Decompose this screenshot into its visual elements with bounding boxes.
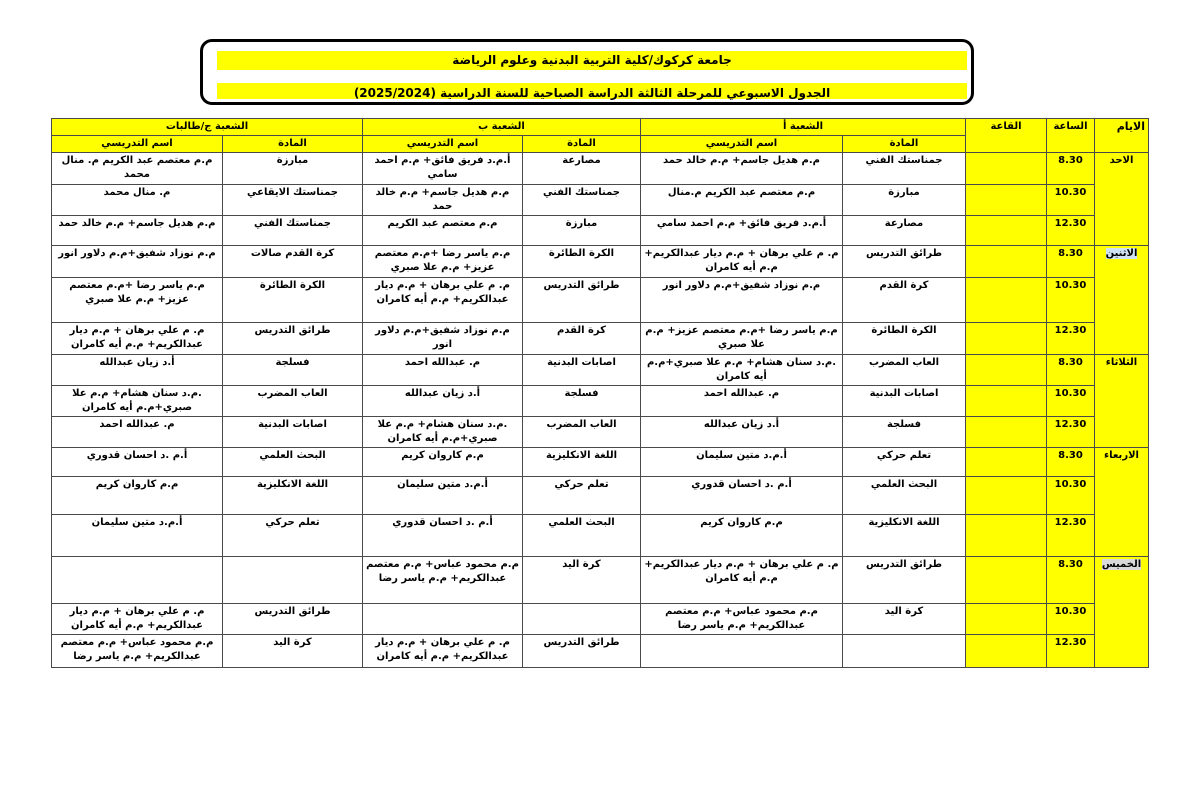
time-cell: 12.30	[1047, 417, 1095, 448]
section-c-teacher-cell	[52, 417, 223, 448]
section-b-header: الشعبة ب	[363, 119, 641, 136]
cell-text: م.م كاروان كريم	[700, 517, 783, 528]
cell-text: أ.م .د احسان قدوري	[691, 479, 792, 490]
cell-text: أ.د زيان عبدالله	[703, 419, 780, 430]
section-a-teacher-cell	[641, 515, 843, 557]
room-cell	[966, 515, 1047, 557]
room-cell	[966, 278, 1047, 323]
section-a-teacher-cell	[641, 185, 843, 216]
schedule-row	[52, 216, 1149, 246]
section-a-teacher-cell	[641, 635, 843, 668]
section-a-teacher-cell	[641, 323, 843, 355]
schedule-row	[52, 635, 1149, 668]
cell-text: م.م كاروان كريم	[95, 479, 179, 490]
section-b-teacher-cell	[363, 635, 523, 668]
cell-text: .م.د سنان هشام+ م.م علا صبري+م.م أيه كامران	[377, 419, 508, 444]
room-cell	[966, 153, 1047, 185]
section-b-subject-cell	[523, 216, 641, 246]
cell-text: جمناستك الايقاعي	[247, 187, 338, 198]
section-a-teacher-cell	[641, 477, 843, 515]
section-b-teacher-cell	[363, 386, 523, 417]
cell-text: م. م علي برهان + م.م ديار عبدالكريم+ م.م أيه كامران	[644, 248, 839, 273]
cell-text: اللغة الانكليزية	[868, 517, 940, 528]
cell-text: أ.د زيان عبدالله	[99, 357, 175, 368]
section-a-teacher-cell	[641, 246, 843, 278]
section-c-subject-cell	[223, 216, 363, 246]
section-c-teacher-cell	[52, 216, 223, 246]
section-a-subject-cell	[843, 355, 966, 386]
time-cell: 12.30	[1047, 635, 1095, 668]
cell-text: العاب المضرب	[257, 388, 328, 399]
section-a-subject-cell	[843, 417, 966, 448]
day-name: الثلاثاء	[1105, 357, 1138, 368]
cell-text: العاب المضرب	[868, 357, 940, 368]
cell-text: م. م علي برهان + م.م ديار عبدالكريم+ م.م أيه كامران	[375, 637, 510, 662]
cell-text: م. عبدالله احمد	[99, 419, 175, 430]
time-cell: 10.30	[1047, 604, 1095, 635]
cell-text: طرائق التدريس	[865, 559, 942, 570]
section-b-teacher-header: اسم التدريسي	[363, 136, 523, 153]
section-b-subject-cell	[523, 515, 641, 557]
section-b-teacher-cell	[363, 246, 523, 278]
section-b-subject-cell	[523, 185, 641, 216]
section-c-teacher-cell	[52, 515, 223, 557]
cell-text: م. م علي برهان + م.م ديار عبدالكريم+ م.م أيه كامران	[69, 325, 205, 350]
section-c-teacher-cell	[52, 246, 223, 278]
schedule-row	[52, 246, 1149, 278]
time-cell: 10.30	[1047, 386, 1095, 417]
cell-text: الكرة الطائرة	[548, 248, 615, 259]
section-a-subject-cell	[843, 278, 966, 323]
cell-text: طرائق التدريس	[543, 637, 620, 648]
schedule-row	[52, 153, 1149, 185]
cell-text: فسلجة	[275, 357, 310, 368]
section-c-teacher-cell	[52, 153, 223, 185]
cell-text: أ.م .د احسان قدوري	[392, 517, 493, 528]
cell-text: م. م علي برهان + م.م ديار عبدالكريم+ م.م أيه كامران	[375, 280, 510, 305]
section-c-teacher-cell	[52, 448, 223, 477]
section-b-teacher-cell	[363, 185, 523, 216]
section-c-teacher-cell	[52, 278, 223, 323]
section-a-subject-cell	[843, 323, 966, 355]
section-b-teacher-cell	[363, 153, 523, 185]
cell-text: أ.م .د احسان قدوري	[86, 450, 188, 461]
cell-text: مبارزة	[888, 187, 920, 198]
section-b-teacher-cell	[363, 448, 523, 477]
day-cell	[1095, 355, 1149, 448]
time-cell: 12.30	[1047, 323, 1095, 355]
time-cell: 10.30	[1047, 477, 1095, 515]
section-b-subject-cell	[523, 153, 641, 185]
cell-text: أ.م.د فريق فائق+ م.م احمد سامي	[656, 218, 827, 229]
schedule-row	[52, 185, 1149, 216]
room-header: القاعة	[966, 119, 1047, 153]
schedule-subtitle: الجدول الاسبوعي للمرحلة الثالثة الدراسة الصباحية للسنة الدراسية (2025/2024)	[217, 83, 967, 99]
day-cell	[1095, 246, 1149, 355]
cell-text: طرائق التدريس	[254, 325, 331, 336]
schedule-row	[52, 323, 1149, 355]
section-c-subject-cell	[223, 448, 363, 477]
section-b-subject-cell	[523, 355, 641, 386]
section-b-subject-cell	[523, 635, 641, 668]
section-c-subject-cell	[223, 355, 363, 386]
time-header: الساعة	[1047, 119, 1095, 153]
days-header: الايام	[1095, 119, 1149, 153]
time-cell: 8.30	[1047, 557, 1095, 604]
room-cell	[966, 355, 1047, 386]
section-a-subject-cell	[843, 477, 966, 515]
section-a-teacher-cell	[641, 448, 843, 477]
cell-text: أ.م.د متين سليمان	[91, 517, 183, 528]
cell-text: م.م نوزاد شفيق+م.م دلاور انور	[662, 280, 821, 291]
day-cell	[1095, 557, 1149, 668]
time-cell: 8.30	[1047, 355, 1095, 386]
section-c-subject-cell	[223, 153, 363, 185]
section-b-subject-cell	[523, 604, 641, 635]
cell-text: كرة اليد	[884, 606, 924, 617]
cell-text: م.م هديل جاسم+ م.م خالد حمد	[375, 187, 510, 212]
section-b-teacher-cell	[363, 515, 523, 557]
time-cell: 10.30	[1047, 278, 1095, 323]
cell-text: .م.د سنان هشام+ م.م علا صبري+م.م أيه كامران	[72, 388, 202, 413]
section-c-subject-cell	[223, 635, 363, 668]
cell-text: م. منال محمد	[103, 187, 171, 198]
cell-text: مبارزة	[565, 218, 598, 229]
section-a-teacher-cell	[641, 604, 843, 635]
schedule-row	[52, 604, 1149, 635]
cell-text: طرائق التدريس	[865, 248, 942, 259]
section-a-teacher-cell	[641, 216, 843, 246]
schedule-row	[52, 278, 1149, 323]
section-b-teacher-cell	[363, 323, 523, 355]
cell-text: كرة القدم صالات	[250, 248, 335, 259]
room-cell	[966, 216, 1047, 246]
section-a-teacher-cell	[641, 557, 843, 604]
section-a-teacher-cell	[641, 417, 843, 448]
cell-text: تعلم حركي	[876, 450, 932, 461]
cell-text: م.م نوزاد شفيق+م.م دلاور انور	[375, 325, 510, 350]
cell-text: م.م هديل جاسم+ م.م خالد حمد	[663, 155, 820, 166]
section-a-subject-cell	[843, 386, 966, 417]
section-c-teacher-cell	[52, 635, 223, 668]
section-b-subject-cell	[523, 278, 641, 323]
cell-text: كرة اليد	[562, 559, 601, 570]
section-c-teacher-header: اسم التدريسي	[52, 136, 223, 153]
section-a-subject-cell	[843, 448, 966, 477]
schedule-row	[52, 515, 1149, 557]
time-cell: 12.30	[1047, 216, 1095, 246]
schedule-row	[52, 477, 1149, 515]
time-cell: 8.30	[1047, 448, 1095, 477]
section-c-teacher-cell	[52, 557, 223, 604]
section-c-subject-cell	[223, 417, 363, 448]
cell-text: م.م ياسر رضا +م.م معتصم عزيز+ م.م علا صبري	[374, 248, 511, 273]
section-a-subject-cell	[843, 246, 966, 278]
room-cell	[966, 185, 1047, 216]
section-b-subject-cell	[523, 448, 641, 477]
room-cell	[966, 448, 1047, 477]
section-c-subject-cell	[223, 386, 363, 417]
cell-text: م. م علي برهان + م.م ديار عبدالكريم+ م.م أيه كامران	[644, 559, 839, 584]
section-a-subject-cell	[843, 515, 966, 557]
cell-text: طرائق التدريس	[254, 606, 331, 617]
schedule-row	[52, 448, 1149, 477]
time-cell: 8.30	[1047, 153, 1095, 185]
cell-text: كرة القدم	[557, 325, 606, 336]
cell-text: تعلم حركي	[554, 479, 609, 490]
cell-text: م. عبدالله احمد	[404, 357, 481, 368]
time-cell: 8.30	[1047, 246, 1095, 278]
cell-text: م. عبدالله احمد	[703, 388, 780, 399]
section-a-teacher-cell	[641, 153, 843, 185]
section-a-subject-cell	[843, 216, 966, 246]
cell-text: اصابات البدنية	[258, 419, 327, 430]
cell-text: أ.م.د فريق فائق+ م.م احمد سامي	[374, 155, 511, 180]
cell-text: م.م معتصم عبد الكريم م.منال	[667, 187, 816, 198]
cell-text: أ.د زيان عبدالله	[404, 388, 481, 399]
cell-text: الكرة الطائرة	[259, 280, 326, 291]
cell-text: م.م معتصم عبد الكريم م. منال محمد	[61, 155, 213, 180]
section-c-subject-cell	[223, 278, 363, 323]
room-cell	[966, 246, 1047, 278]
room-cell	[966, 386, 1047, 417]
section-b-teacher-cell	[363, 355, 523, 386]
section-c-subject-cell	[223, 323, 363, 355]
section-c-teacher-cell	[52, 323, 223, 355]
cell-text: اصابات البدنية	[547, 357, 616, 368]
section-a-header: الشعبة أ	[641, 119, 966, 136]
day-name: الاربعاء	[1104, 450, 1139, 461]
section-a-subject-cell	[843, 185, 966, 216]
section-c-teacher-cell	[52, 355, 223, 386]
cell-text: طرائق التدريس	[543, 280, 620, 291]
section-a-subject-cell	[843, 557, 966, 604]
section-c-subject-cell	[223, 185, 363, 216]
section-c-subject-cell	[223, 515, 363, 557]
section-c-teacher-cell	[52, 604, 223, 635]
section-b-subject-cell	[523, 557, 641, 604]
cell-text: البحث العلمي	[548, 517, 615, 528]
room-cell	[966, 477, 1047, 515]
section-a-teacher-cell	[641, 355, 843, 386]
section-b-teacher-cell	[363, 417, 523, 448]
cell-text: م.م ياسر رضا +م.م معتصم عزيز+ م.م علا صبري	[645, 325, 838, 350]
cell-text: اللغة الانكليزية	[545, 450, 618, 461]
time-cell: 12.30	[1047, 515, 1095, 557]
university-title: جامعة كركوك/كلية التربية البدنية وعلوم الرياضة	[217, 51, 967, 70]
room-cell	[966, 635, 1047, 668]
weekly-schedule-table	[51, 118, 1149, 668]
room-cell	[966, 417, 1047, 448]
section-c-subject-cell	[223, 604, 363, 635]
cell-text: جمناستك الفني	[865, 155, 943, 166]
section-a-teacher-header: اسم التدريسي	[641, 136, 843, 153]
section-b-subject-cell	[523, 477, 641, 515]
cell-text: اللغة الانكليزية	[256, 479, 329, 490]
section-c-subject-cell	[223, 246, 363, 278]
section-b-subject-header: المادة	[523, 136, 641, 153]
schedule-row	[52, 386, 1149, 417]
section-b-subject-cell	[523, 323, 641, 355]
cell-text: كرة اليد	[273, 637, 312, 648]
day-name: الاثنين	[1105, 248, 1138, 259]
cell-text: البحث العلمي	[870, 479, 938, 490]
day-name: الخميس	[1101, 559, 1142, 570]
section-c-teacher-cell	[52, 185, 223, 216]
cell-text: كرة القدم	[879, 280, 929, 291]
day-cell	[1095, 153, 1149, 246]
cell-text: م.م محمود عباس+ م.م معتصم عبدالكريم+ م.م ياسر رضا	[665, 606, 818, 631]
room-cell	[966, 604, 1047, 635]
schedule-row	[52, 557, 1149, 604]
cell-text: أ.م.د متين سليمان	[696, 450, 787, 461]
cell-text: العاب المضرب	[546, 419, 617, 430]
cell-text: م.م نوزاد شفيق+م.م دلاور انور	[58, 248, 216, 259]
section-a-subject-cell	[843, 153, 966, 185]
section-c-teacher-cell	[52, 386, 223, 417]
cell-text: أ.م.د متين سليمان	[397, 479, 488, 490]
section-c-teacher-cell	[52, 477, 223, 515]
cell-text: جمناستك الفني	[542, 187, 621, 198]
section-a-teacher-cell	[641, 278, 843, 323]
cell-text: م.م هديل جاسم+ م.م خالد حمد	[58, 218, 216, 229]
room-cell	[966, 323, 1047, 355]
cell-text: جمناستك الفني	[253, 218, 332, 229]
section-a-subject-cell	[843, 635, 966, 668]
cell-text: م.م معتصم عبد الكريم	[387, 218, 498, 229]
section-b-teacher-cell	[363, 278, 523, 323]
room-cell	[966, 557, 1047, 604]
section-b-subject-cell	[523, 417, 641, 448]
section-b-teacher-cell	[363, 557, 523, 604]
time-cell: 10.30	[1047, 185, 1095, 216]
cell-text: تعلم حركي	[265, 517, 320, 528]
section-b-subject-cell	[523, 386, 641, 417]
cell-text: م.م محمود عباس+ م.م معتصم عبدالكريم+ م.م ياسر رضا	[60, 637, 214, 662]
cell-text: البحث العلمي	[259, 450, 326, 461]
section-c-subject-cell	[223, 477, 363, 515]
section-a-subject-header: المادة	[843, 136, 966, 153]
cell-text: فسلجة	[886, 419, 922, 430]
cell-text: اصابات البدنية	[869, 388, 939, 399]
cell-text: فسلجة	[564, 388, 599, 399]
cell-text: مبارزة	[276, 155, 309, 166]
section-b-teacher-cell	[363, 216, 523, 246]
title-box	[200, 39, 974, 105]
schedule-row	[52, 355, 1149, 386]
cell-text: م.م محمود عباس+ م.م معتصم عبدالكريم+ م.م ياسر رضا	[366, 559, 519, 584]
cell-text: م. م علي برهان + م.م ديار عبدالكريم+ م.م أيه كامران	[69, 606, 205, 631]
section-b-teacher-cell	[363, 604, 523, 635]
day-cell	[1095, 448, 1149, 557]
schedule-row	[52, 417, 1149, 448]
cell-text: .م.د سنان هشام+ م.م علا صبري+م.م أيه كامران	[646, 357, 837, 382]
section-c-subject-header: المادة	[223, 136, 363, 153]
section-b-subject-cell	[523, 246, 641, 278]
section-b-teacher-cell	[363, 477, 523, 515]
section-c-subject-cell	[223, 557, 363, 604]
section-a-teacher-cell	[641, 386, 843, 417]
section-a-subject-cell	[843, 604, 966, 635]
day-name: الاحد	[1109, 155, 1134, 166]
cell-text: الكرة الطائرة	[871, 325, 937, 336]
cell-text: مصارعة	[562, 155, 601, 166]
cell-text: م.م كاروان كريم	[401, 450, 484, 461]
section-c-header: الشعبة ج/طالبات	[52, 119, 363, 136]
cell-text: مصارعة	[884, 218, 924, 229]
cell-text: م.م ياسر رضا +م.م معتصم عزيز+ م.م علا صبري	[69, 280, 205, 305]
